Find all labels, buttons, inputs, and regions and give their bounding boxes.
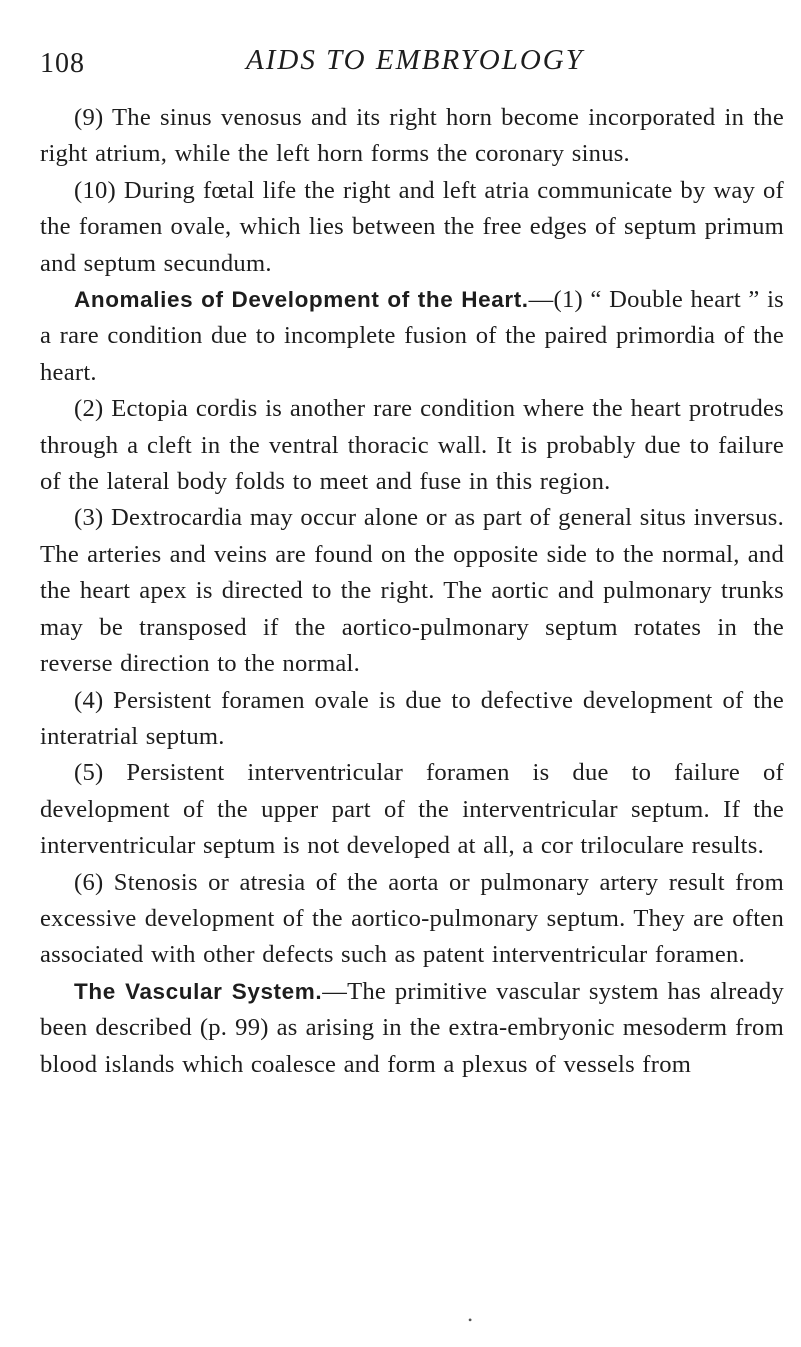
- paragraph-text: (2) Ectopia cordis is another rare condition where the heart protrudes through a cleft in the ventral thoracic wall. It is probably due to failure of the lateral body folds to meet and fuse in this region.: [40, 395, 784, 496]
- running-title: AIDS TO EMBRYOLOGY: [246, 44, 584, 76]
- paragraph-text: —(1) “ Double heart ” is a rare condition due to incomplete fusion of the paired primordia of the heart.: [40, 286, 784, 386]
- paragraph-anomaly-6: [40, 865, 784, 974]
- paragraph-text: (5) Persistent interventricular foramen is due to failure of development of the upper part of the interventricular septum. If the interventricular septum is not developed at all, a cor triloculare results.: [40, 759, 784, 860]
- page-number: 108: [40, 48, 85, 79]
- paragraph-anomalies-heading: [40, 282, 784, 391]
- paragraph-anomaly-2: [40, 391, 784, 500]
- paragraph-anomaly-5: [40, 755, 784, 864]
- page-header: [40, 40, 780, 84]
- paragraph-text: —The primitive vascular system has already been described (p. 99) as arising in the extra-embryonic mesoderm from blood islands which coalesce and form a plexus of vessels from: [40, 977, 784, 1078]
- printer-mark: •: [468, 1313, 473, 1327]
- section-heading-vascular-system: The Vascular System.: [74, 978, 323, 1004]
- paragraph-10: [40, 173, 784, 282]
- text-body: [40, 100, 784, 1083]
- paragraph-9: [40, 100, 784, 173]
- paragraph-text: (9) The sinus venosus and its right horn become incorporated in the right atrium, while the left horn forms the coronary sinus.: [40, 104, 784, 168]
- paragraph-text: (4) Persistent foramen ovale is due to defective development of the interatrial septum.: [40, 686, 784, 750]
- paragraph-anomaly-4: [40, 683, 784, 756]
- paragraph-anomaly-3: [40, 500, 784, 682]
- section-heading-anomalies: Anomalies of Development of the Heart.: [74, 287, 529, 313]
- paragraph-text: (3) Dextrocardia may occur alone or as part of general situs inversus. The arteries and veins are found on the opposite side to the normal, and the heart apex is directed to the right. The aortic and pulmonary trunks may be transposed if the aortico-pulmonary septum rotates in the reverse direction to the normal.: [40, 504, 784, 678]
- paragraph-text: (10) During fœtal life the right and left atria communicate by way of the foramen ovale, which lies between the free edges of septum primum and septum secundum.: [40, 176, 784, 277]
- paragraph-text: (6) Stenosis or atresia of the aorta or pulmonary artery result from excessive development of the aortico-pulmonary septum. They are often associated with other defects such as patent interventricular foramen.: [40, 868, 784, 969]
- paragraph-vascular-system: [40, 974, 784, 1083]
